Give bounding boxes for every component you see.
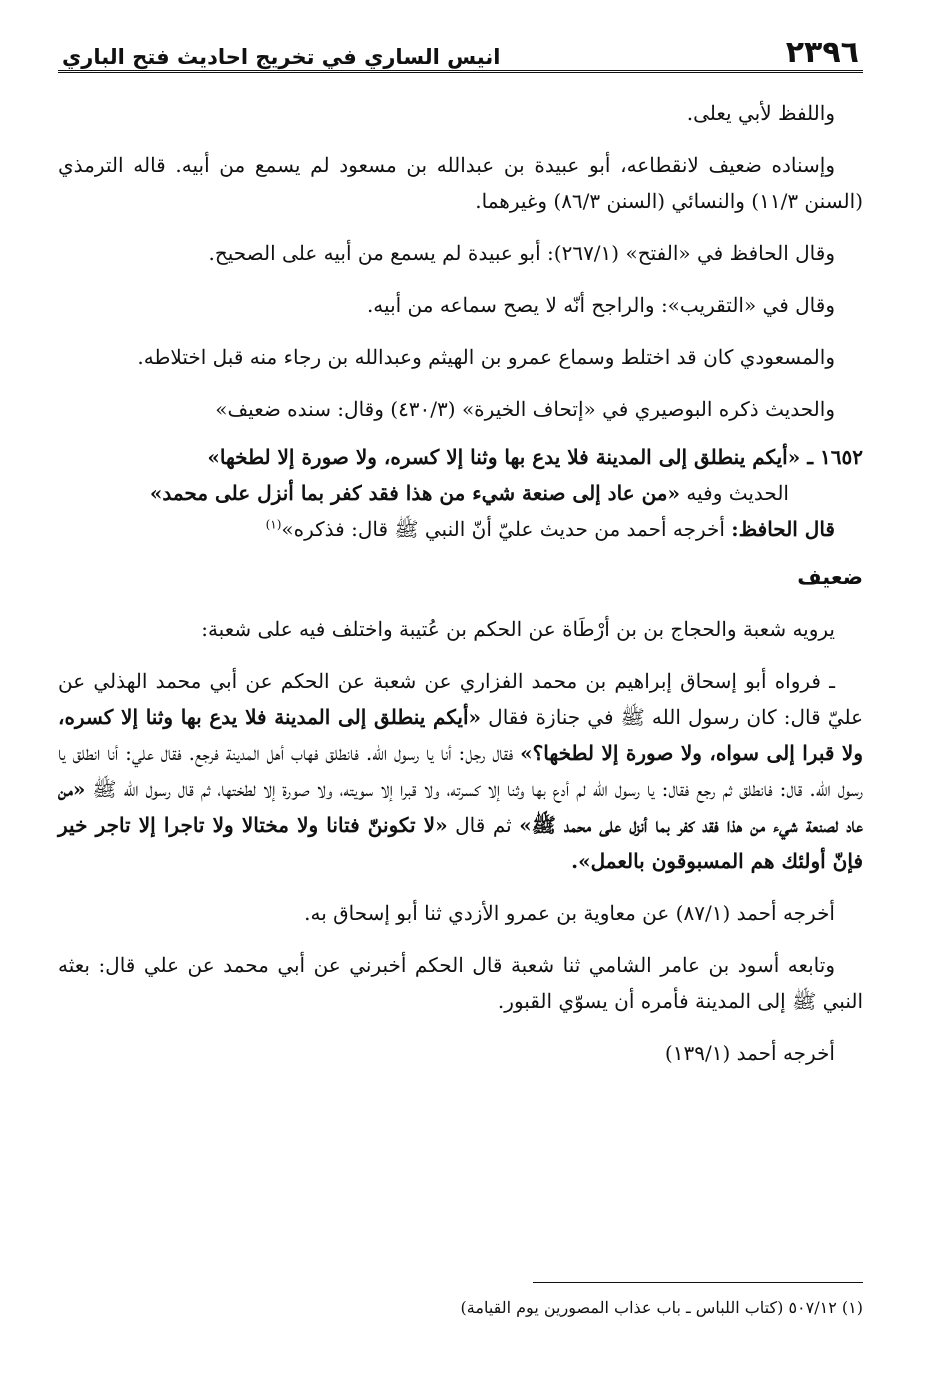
running-head (58, 20, 863, 73)
paragraph: والمسعودي كان قد اختلط وسماع عمرو بن الهيثم وعبدالله بن رجاء منه قبل اختلاطه. (137, 345, 835, 369)
takhrij-paragraph: وتابعه أسود بن عامر الشامي ثنا شعبة قال الحكم أخبرني عن أبي محمد عن علي قال: بعثه النبي ﷺ إلى المدينة فأمره أن يسوّي القبور. (58, 953, 863, 1013)
footnote-divider (533, 1282, 863, 1283)
footnote-text: ٥٠٧/١٢ (كتاب اللباس ـ باب عذاب المصورين يوم القيامة) (460, 1298, 837, 1317)
hadith-cont-bold: «من عاد إلى صنعة شيء من هذا فقد كفر بما أنزل على محمد» (149, 481, 681, 505)
paragraph: وقال الحافظ في «الفتح» (٢٦٧/١): أبو عبيدة لم يسمع من أبيه على الصحيح. (208, 241, 835, 265)
page-number: ٢٣٩٦ (785, 35, 859, 70)
grade-label: ضعيف (797, 565, 863, 589)
hafiz-label: قال الحافظ: (731, 517, 835, 541)
paragraph: وإسناده ضعيف لانقطاعه، أبو عبيدة بن عبدالله بن مسعود لم يسمع من أبيه. قاله الترمذي (السنن ١١/٣) والنسائي (السنن ٨٦/٣) وغيرهما. (58, 153, 863, 213)
takhrij-paragraph: أخرجه أحمد (١٣٩/١) (664, 1041, 835, 1065)
hafiz-text: أخرجه أحمد من حديث عليّ أنّ النبي ﷺ قال: فذكره» (281, 517, 725, 541)
paragraph: واللفظ لأبي يعلى. (686, 101, 835, 125)
hadith-text: «أيكم ينطلق إلى المدينة فلا يدع بها وثنا إلا كسره، ولا صورة إلا لطخها» (207, 445, 801, 469)
body-text (58, 95, 863, 1071)
hafiz-statement (58, 511, 863, 547)
footnote-number: (١) (841, 1298, 863, 1317)
hadith-quote: «من عاد لصنعة شيء من هذا فقد كفر بما أنزل على محمد ﷺ» (58, 777, 863, 837)
paragraph: والحديث ذكره البوصيري في «إتحاف الخيرة» (٤٣٠/٣) وقال: سنده ضعيف» (215, 397, 835, 421)
takhrij-text: ثم قال (455, 813, 512, 837)
hadith-heading (58, 439, 863, 475)
footnote (58, 1296, 863, 1320)
hadith-continuation (58, 475, 863, 511)
takhrij-paragraph: يرويه شعبة والحجاج بن بن أرْطَاة عن الحكم بن عُتيبة واختلف فيه على شعبة: (201, 617, 835, 641)
book-page (58, 20, 863, 1362)
hadith-quote: «أيكم ينطلق إلى المدينة فلا يدع بها وثنا إلا كسره، ولا قبرا إلى سواه، ولا صورة إلا لطخها؟» (58, 705, 863, 765)
footnote-reference: (١) (265, 517, 282, 532)
takhrij-text: ـ فرواه أبو إسحاق إبراهيم بن محمد الفزاري عن شعبة عن الحكم عن أبي محمد الهذلي عن عليّ قال: كان رسول الله ﷺ في جنازة فقال (58, 669, 864, 729)
hadith-number: ١٦٥٢ ـ (807, 445, 863, 469)
takhrij-paragraph (58, 663, 863, 879)
hadith-cont-plain: الحديث وفيه (686, 481, 789, 505)
takhrij-text: فقال رجل: أنا يا رسول الله. فانطلق فهاب أهل المدينة فرجع. فقال علي: أنا انطلق يا رسول الله. قال: فانطلق ثم رجع فقال: يا رسول الله لم أدع بها وثنا إلا كسرته، ولا قبرا إلا سويته، ولا صورة إلا لطختها، ثم قال رسول الله ﷺ (58, 741, 864, 801)
book-title: انيس الساري في تخريج احاديث فتح الباري (62, 45, 501, 69)
hadith-quote: «لا تكوننّ فتانا ولا مختالا ولا تاجرا إلا تاجر خير فإنّ أولئك هم المسبوقون بالعمل». (58, 813, 863, 873)
takhrij-paragraph: أخرجه أحمد (٨٧/١) عن معاوية بن عمرو الأزدي ثنا أبو إسحاق به. (304, 901, 835, 925)
paragraph: وقال في «التقريب»: والراجح أنّه لا يصح سماعه من أبيه. (366, 293, 835, 317)
